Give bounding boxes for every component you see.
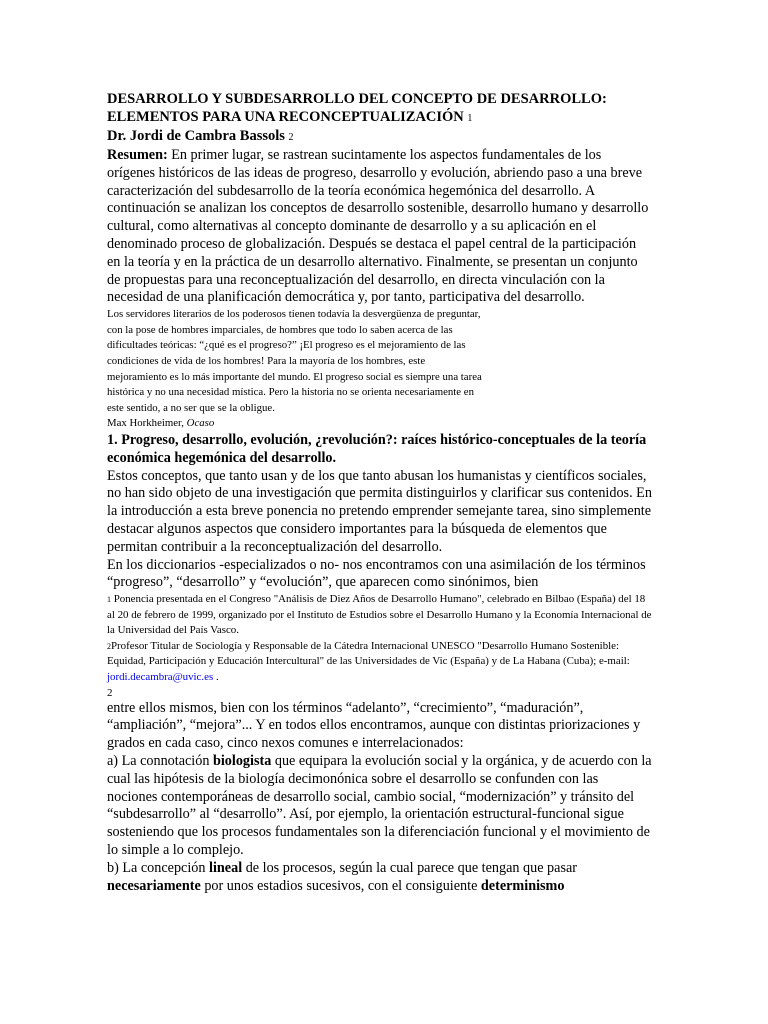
footnote-2-text: Profesor Titular de Sociología y Responsable de la Cátedra Internacional UNESCO "Desarrollo Humano Sostenible: Equidad, Participación y Educación Intercultural" de las Universidades de Vic (España) y de La Habana (Cuba); e-mail: (107, 639, 630, 668)
author-name: Dr. Jordi de Cambra Bassols (107, 128, 285, 144)
title-line-2: ELEMENTOS PARA UNA RECONCEPTUALIZACIÓN (107, 108, 464, 125)
item-a-keyword: biologista (212, 753, 272, 770)
item-a-text: que equipara la evolución social y la orgánica, y de acuerdo con la cual las hipótesis de la biología decimonónica sobre el desarrollo se confunden con las nociones contemporáneas de desarrollo social, cambio social, “modernización” y tránsito del “subdesarrollo” al “desarrollo”. Así, por ejemplo, la orientación estructural-funcional sigue sosteniendo que los procesos fundamentales son la diferenciación funcional y el movimiento de lo simple a lo complejo. (107, 753, 652, 859)
epigraph-attribution (107, 416, 482, 432)
footnotes (107, 592, 652, 686)
title-line-1: DESARROLLO Y SUBDESARROLLO DEL CONCEPTO DE DESARROLLO: (107, 91, 607, 107)
item-b-keyword-1: lineal (209, 859, 243, 876)
item-b-text-2: por unos estadios sucesivos, con el consiguiente (204, 877, 478, 894)
section-1-paragraph-2: En los diccionarios -especializados o no- nos encontramos con una asimilación de los términos “progreso”, “desarrollo” y “evolución”, que aparecen como sinónimos, bien (107, 556, 646, 591)
footnote-2-email-link[interactable]: jordi.decambra@uvic.es (107, 671, 214, 684)
footnote-2-ref: 2 (107, 641, 111, 651)
epigraph-author: Max Horkheimer, (107, 417, 184, 430)
footnote-2 (107, 639, 652, 686)
item-a-prefix: a) La connotación (107, 753, 210, 770)
list-item-b (107, 860, 652, 896)
document-page (107, 91, 652, 895)
epigraph-work: Ocaso (186, 417, 215, 430)
abstract-label: Resumen: (107, 147, 168, 163)
footnote-1 (107, 592, 652, 639)
document-title (107, 91, 652, 127)
item-b-text-1: de los procesos, según la cual parece que tengan que pasar (245, 859, 577, 876)
section-1-paragraph-1: Estos conceptos, que tanto usan y de los que tanto abusan los humanistas y científicos sociales, no han sido objeto de una investigación que permita distinguirlos y clarificar sus contenidos. En la introducción a esta breve ponencia no pretendo emprender semejante tarea, sino simplemente destacar algunos aspectos que considero importantes para la búsqueda de elementos que permitan contribuir a la reconceptualización del desarrollo. (107, 467, 652, 555)
section-1-heading: 1. Progreso, desarrollo, evolución, ¿revolución?: raíces histórico-conceptuales de la teoría económica hegemónica del desarrollo. (107, 431, 647, 466)
epigraph-text: Los servidores literarios de los poderosos tienen todavía la desvergüenza de preguntar, con la pose de hombres imparciales, de hombres que todo lo saben acerca de las dificultades teóricas: “¿qué es el progreso?” ¡El progreso es el mejoramiento de las condiciones de vida de los hombres! Para la mayoría de los hombres, este mejoramiento es lo más importante del mundo. El progreso social es siempre una tarea histórica y no una necesidad mística. Pero la historia no se orienta necesariamente en este sentido, a no ser que se la obligue. (107, 308, 482, 414)
abstract-text: En primer lugar, se rastrean sucintamente los aspectos fundamentales de los orígenes históricos de las ideas de progreso, desarrollo y evolución, abriendo paso a una breve caracterización del subdesarrollo de la teoría económica hegemónica del desarrollo. A continuación se analizan los conceptos de desarrollo sostenible, desarrollo humano y desarrollo cultural, como alternativas al concepto dominante de desarrollo y a su aplicación en el denominado proceso de globalización. Después se destaca el papel central de la participación en la teoría y en la práctica de un desarrollo alternativo. Finalmente, se presentan un conjunto de propuestas para una reconceptualización del desarrollo, en directa vinculación con la necesidad de una planificación democrática y, por tanto, participativa del desarrollo. (107, 147, 649, 306)
page-number: 2 (107, 686, 113, 699)
author-line (107, 127, 652, 147)
abstract (107, 147, 652, 307)
list-item-a (107, 753, 652, 860)
footnote-1-text: Ponencia presentada en el Congreso "Análisis de Diez Años de Desarrollo Humano", celebrado en Bilbao (España) del 18 al 20 de febrero de 1999, organizado por el Instituto de Estudios sobre el Desarrollo Humano y la Economía Internacional de la Universidad del País Vasco. (107, 593, 652, 637)
author-footnote-ref: 2 (288, 132, 294, 143)
footnote-2-end: . (215, 671, 219, 684)
item-b-keyword-2: necesariamente (107, 877, 201, 894)
title-footnote-ref: 1 (467, 112, 473, 124)
item-b-keyword-3: determinismo (480, 877, 565, 894)
footnote-1-ref: 1 (107, 595, 111, 605)
epigraph (107, 307, 652, 432)
continuation-paragraph: entre ellos mismos, bien con los términos “adelanto”, “crecimiento”, “maduración”, “ampliación”, “mejora”... Y en todos ellos encontramos, aunque con distintas priorizaciones y grados en cada caso, cinco nexos comunes e interrelacionados: (107, 699, 641, 752)
item-b-prefix: b) La concepción (107, 859, 206, 876)
